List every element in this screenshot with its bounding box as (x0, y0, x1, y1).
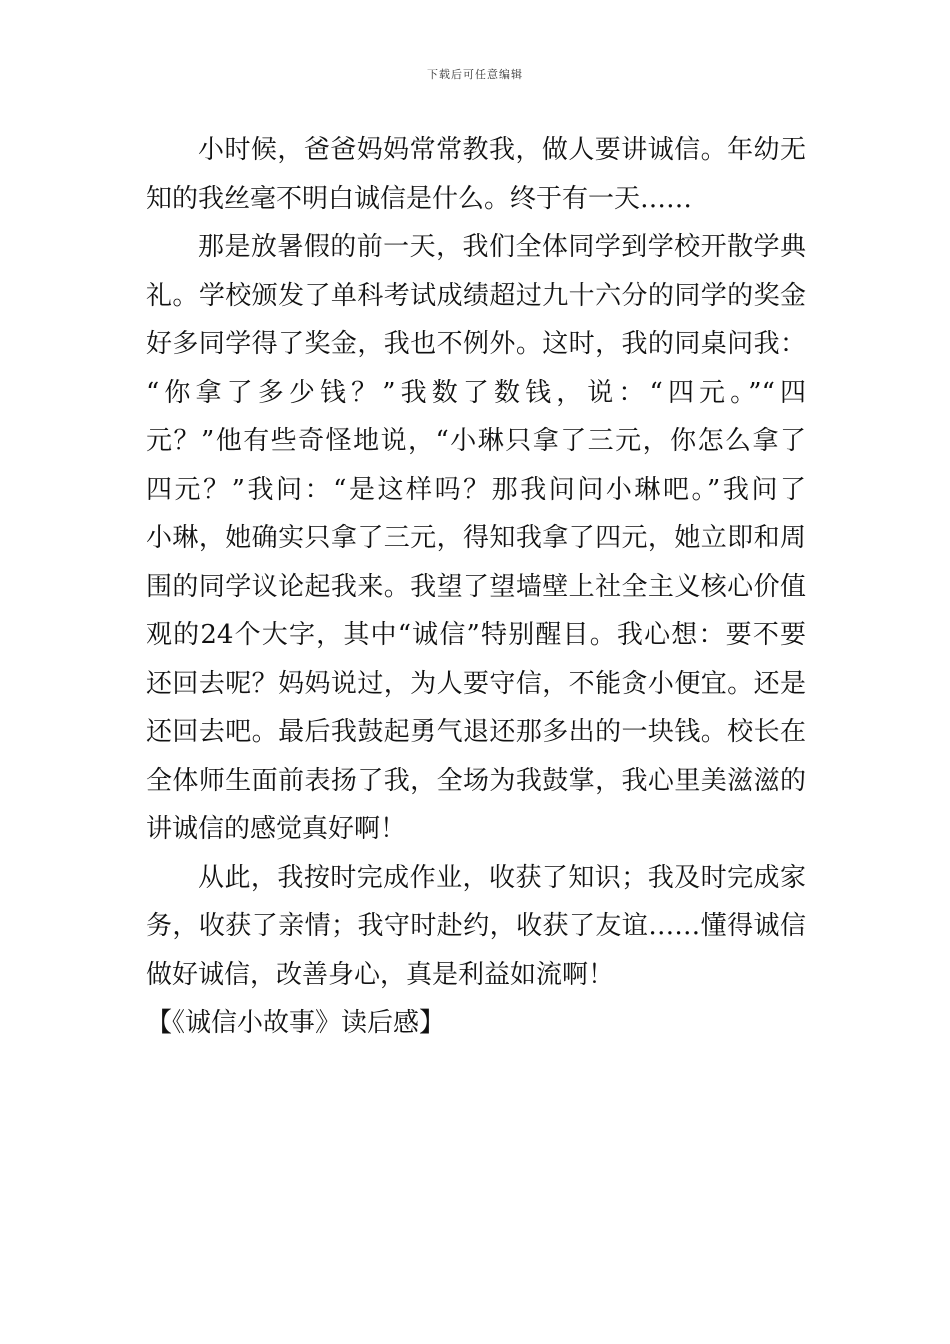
text-line: 小琳，她确实只拿了三元，得知我拿了四元，她立即和周 (146, 523, 806, 553)
text-line: 观的24个大字，其中“诚信”特别醒目。我心想：要不要 (146, 620, 806, 650)
text-line: 还回去呢？妈妈说过，为人要守信，不能贪小便宜。还是 (146, 668, 806, 699)
text-line: 礼。学校颁发了单科考试成绩超过九十六分的同学的奖金 (146, 280, 806, 311)
text-line: 好多同学得了奖金，我也不例外。这时，我的同桌问我： (146, 329, 806, 359)
text-line: 讲诚信的感觉真好啊！ (146, 814, 407, 844)
text-line: “你拿了多少钱？”我数了数钱，说：“四元。”“四 (146, 377, 806, 408)
paragraph-1 (146, 126, 806, 223)
page-header: 下载后可任意编辑 (427, 68, 523, 81)
text-line: 全体师生面前表扬了我，全场为我鼓掌，我心里美滋滋的 (146, 765, 806, 796)
text-line: 务，收获了亲情；我守时赴约，收获了友谊……懂得诚信 (146, 911, 806, 941)
text-line: 那是放暑假的前一天，我们全体同学到学校开散学典 (198, 232, 806, 262)
text-line: 还回去吧。最后我鼓起勇气退还那多出的一块钱。校长在 (146, 717, 806, 747)
text-line: 四元？”我问：“是这样吗？那我问问小琳吧。”我问了 (146, 474, 806, 505)
text-line: 知的我丝毫不明白诚信是什么。终于有一天…… (146, 183, 693, 214)
document-body (146, 126, 806, 1048)
text-line: 元？”他有些奇怪地说，“小琳只拿了三元，你怎么拿了 (146, 426, 806, 456)
paragraph-2 (146, 223, 806, 854)
paragraph-3 (146, 854, 806, 1000)
text-line: 小时候，爸爸妈妈常常教我，做人要讲诚信。年幼无 (198, 135, 806, 165)
section-title: 【《诚信小故事》读后感】 (146, 1008, 446, 1038)
text-line: 从此，我按时完成作业，收获了知识；我及时完成家 (198, 862, 806, 893)
text-line: 围的同学议论起我来。我望了望墙壁上社全主义核心价值 (146, 571, 806, 602)
text-line: 做好诚信，改善身心，真是利益如流啊！ (146, 959, 615, 990)
